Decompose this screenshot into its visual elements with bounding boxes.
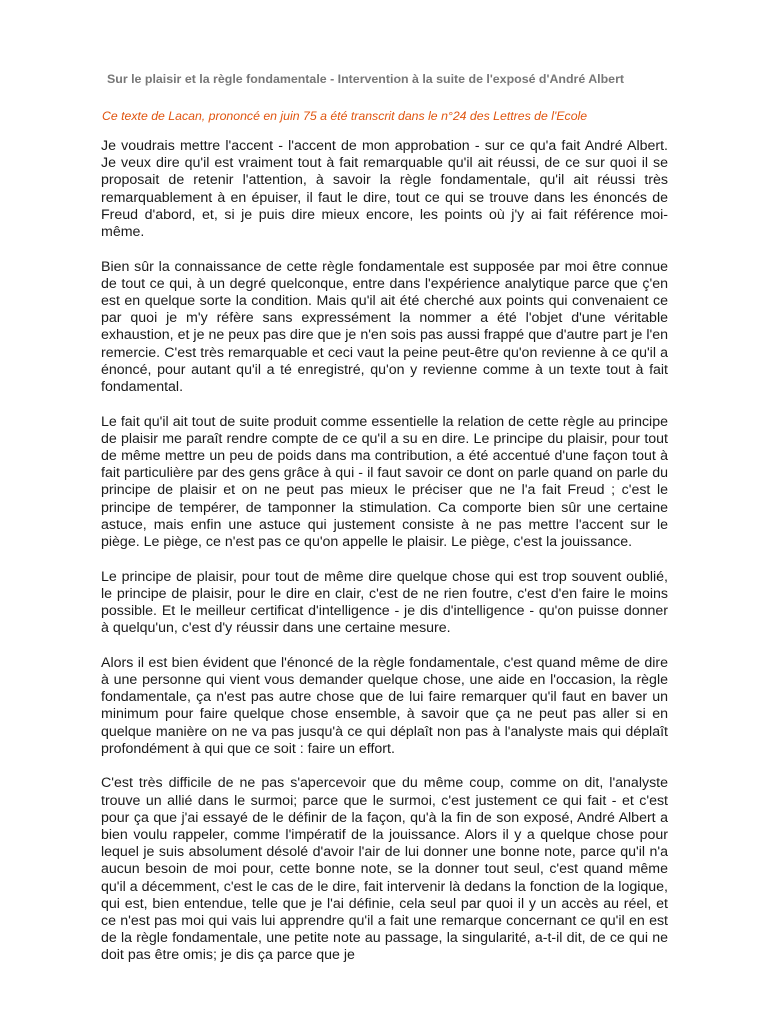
document-subtitle: Ce texte de Lacan, prononcé en juin 75 a été transcrit dans le n°24 des Lettres de l'Ecole <box>102 109 588 123</box>
paragraph: Alors il est bien évident que l'énoncé de la règle fondamentale, c'est quand même de dire à une personne qui vient vous demander quelque chose, une aide en l'occasion, la règle fondamentale, ça n'est pas autre chose que de lui faire remarquer qu'il faut en baver un minimum pour faire quelque chose ensemble, à savoir que ça ne peut pas aller si en quelque manière on ne va pas jusqu'à ce qui déplaît non pas à l'analyste mais qui déplaît profondément à qui que ce soit : faire un effort. <box>101 654 668 757</box>
document-body <box>101 138 668 965</box>
paragraph: Je voudrais mettre l'accent - l'accent de mon approbation - sur ce qu'a fait André Albert. Je veux dire qu'il est vraiment tout à fait remarquable qu'il ait réussi, de ce sur quoi il se proposait de retenir l'attention, à savoir la règle fondamentale, qu'il ait réussi très remarquablement à en épuiser, il faut le dire, tout ce qui se trouve dans les énoncés de Freud d'abord, et, si je puis dire mieux encore, les points où j'y ai fait référence moi-même. <box>101 138 668 241</box>
paragraph: Le principe de plaisir, pour tout de même dire quelque chose qui est trop souvent oublié, le principe de plaisir, pour le dire en clair, c'est de ne rien foutre, c'est d'en faire le moins possible. Et le meilleur certificat d'intelligence - je dis d'intelligence - qu'on puisse donner à quelqu'un, c'est d'y réussir dans une certaine mesure. <box>101 568 668 637</box>
paragraph: Le fait qu'il ait tout de suite produit comme essentielle la relation de cette règle au principe de plaisir me paraît rendre compte de ce qu'il a su en dire. Le principe du plaisir, pour tout de même mettre un peu de poids dans ma contribution, a été accentué d'une façon tout à fait particulière par des gens grâce à qui - il faut savoir ce dont on parle quand on parle du principe de plaisir et on ne peut pas mieux le préciser que ne l'a fait Freud ; c'est le principe de tempérer, de tamponner la stimulation. Ca comporte bien sûr une certaine astuce, mais enfin une astuce qui justement consiste à ne pas mettre l'accent sur le piège. Le piège, ce n'est pas ce qu'on appelle le plaisir. Le piège, c'est la jouissance. <box>101 413 668 551</box>
paragraph: C'est très difficile de ne pas s'apercevoir que du même coup, comme on dit, l'analyste trouve un allié dans le surmoi; parce que le surmoi, c'est justement ce qui fait - et c'est pour ça que j'ai essayé de le définir de la façon, qu'à la fin de son exposé, André Albert a bien voulu rappeler, comme l'impératif de la jouissance. Alors il y a quelque chose pour lequel je suis absolument désolé d'avoir l'air de lui donner une bonne note, parce qu'il n'a aucun besoin de moi pour, cette bonne note, se la donner tout seul, c'est quand même qu'il a décemment, c'est le cas de le dire, fait intervenir là dedans la fonction de la logique, qui est, bien entendue, telle que je l'ai définie, cela seul par quoi il y un accès au réel, et ce n'est pas moi qui vais lui apprendre qu'il a fait une remarque concernant ce qu'il en est de la règle fondamentale, une petite note au passage, la singularité, a-t-il dit, de ce qui ne doit pas être omis; je dis ça parce que je <box>101 775 668 964</box>
document-title: Sur le plaisir et la règle fondamentale - Intervention à la suite de l'exposé d'André Albert <box>107 72 625 86</box>
paragraph: Bien sûr la connaissance de cette règle fondamentale est supposée par moi être connue de tout ce qui, à un degré quelconque, entre dans l'expérience analytique parce que ç'en est en quelque sorte la condition. Mais qu'il ait été cherché aux points qui convenaient ce par quoi je m'y réfère sans expressément la nommer a été l'objet d'une véritable exhaustion, et je ne peux pas dire que je n'en sois pas aussi frappé que d'autre part je l'en remercie. C'est très remarquable et ceci vaut la peine peut-être qu'on revienne à ce qu'il a énoncé, pour autant qu'il a té enregistré, qu'on y revienne comme à un texte tout à fait fondamental. <box>101 258 668 396</box>
